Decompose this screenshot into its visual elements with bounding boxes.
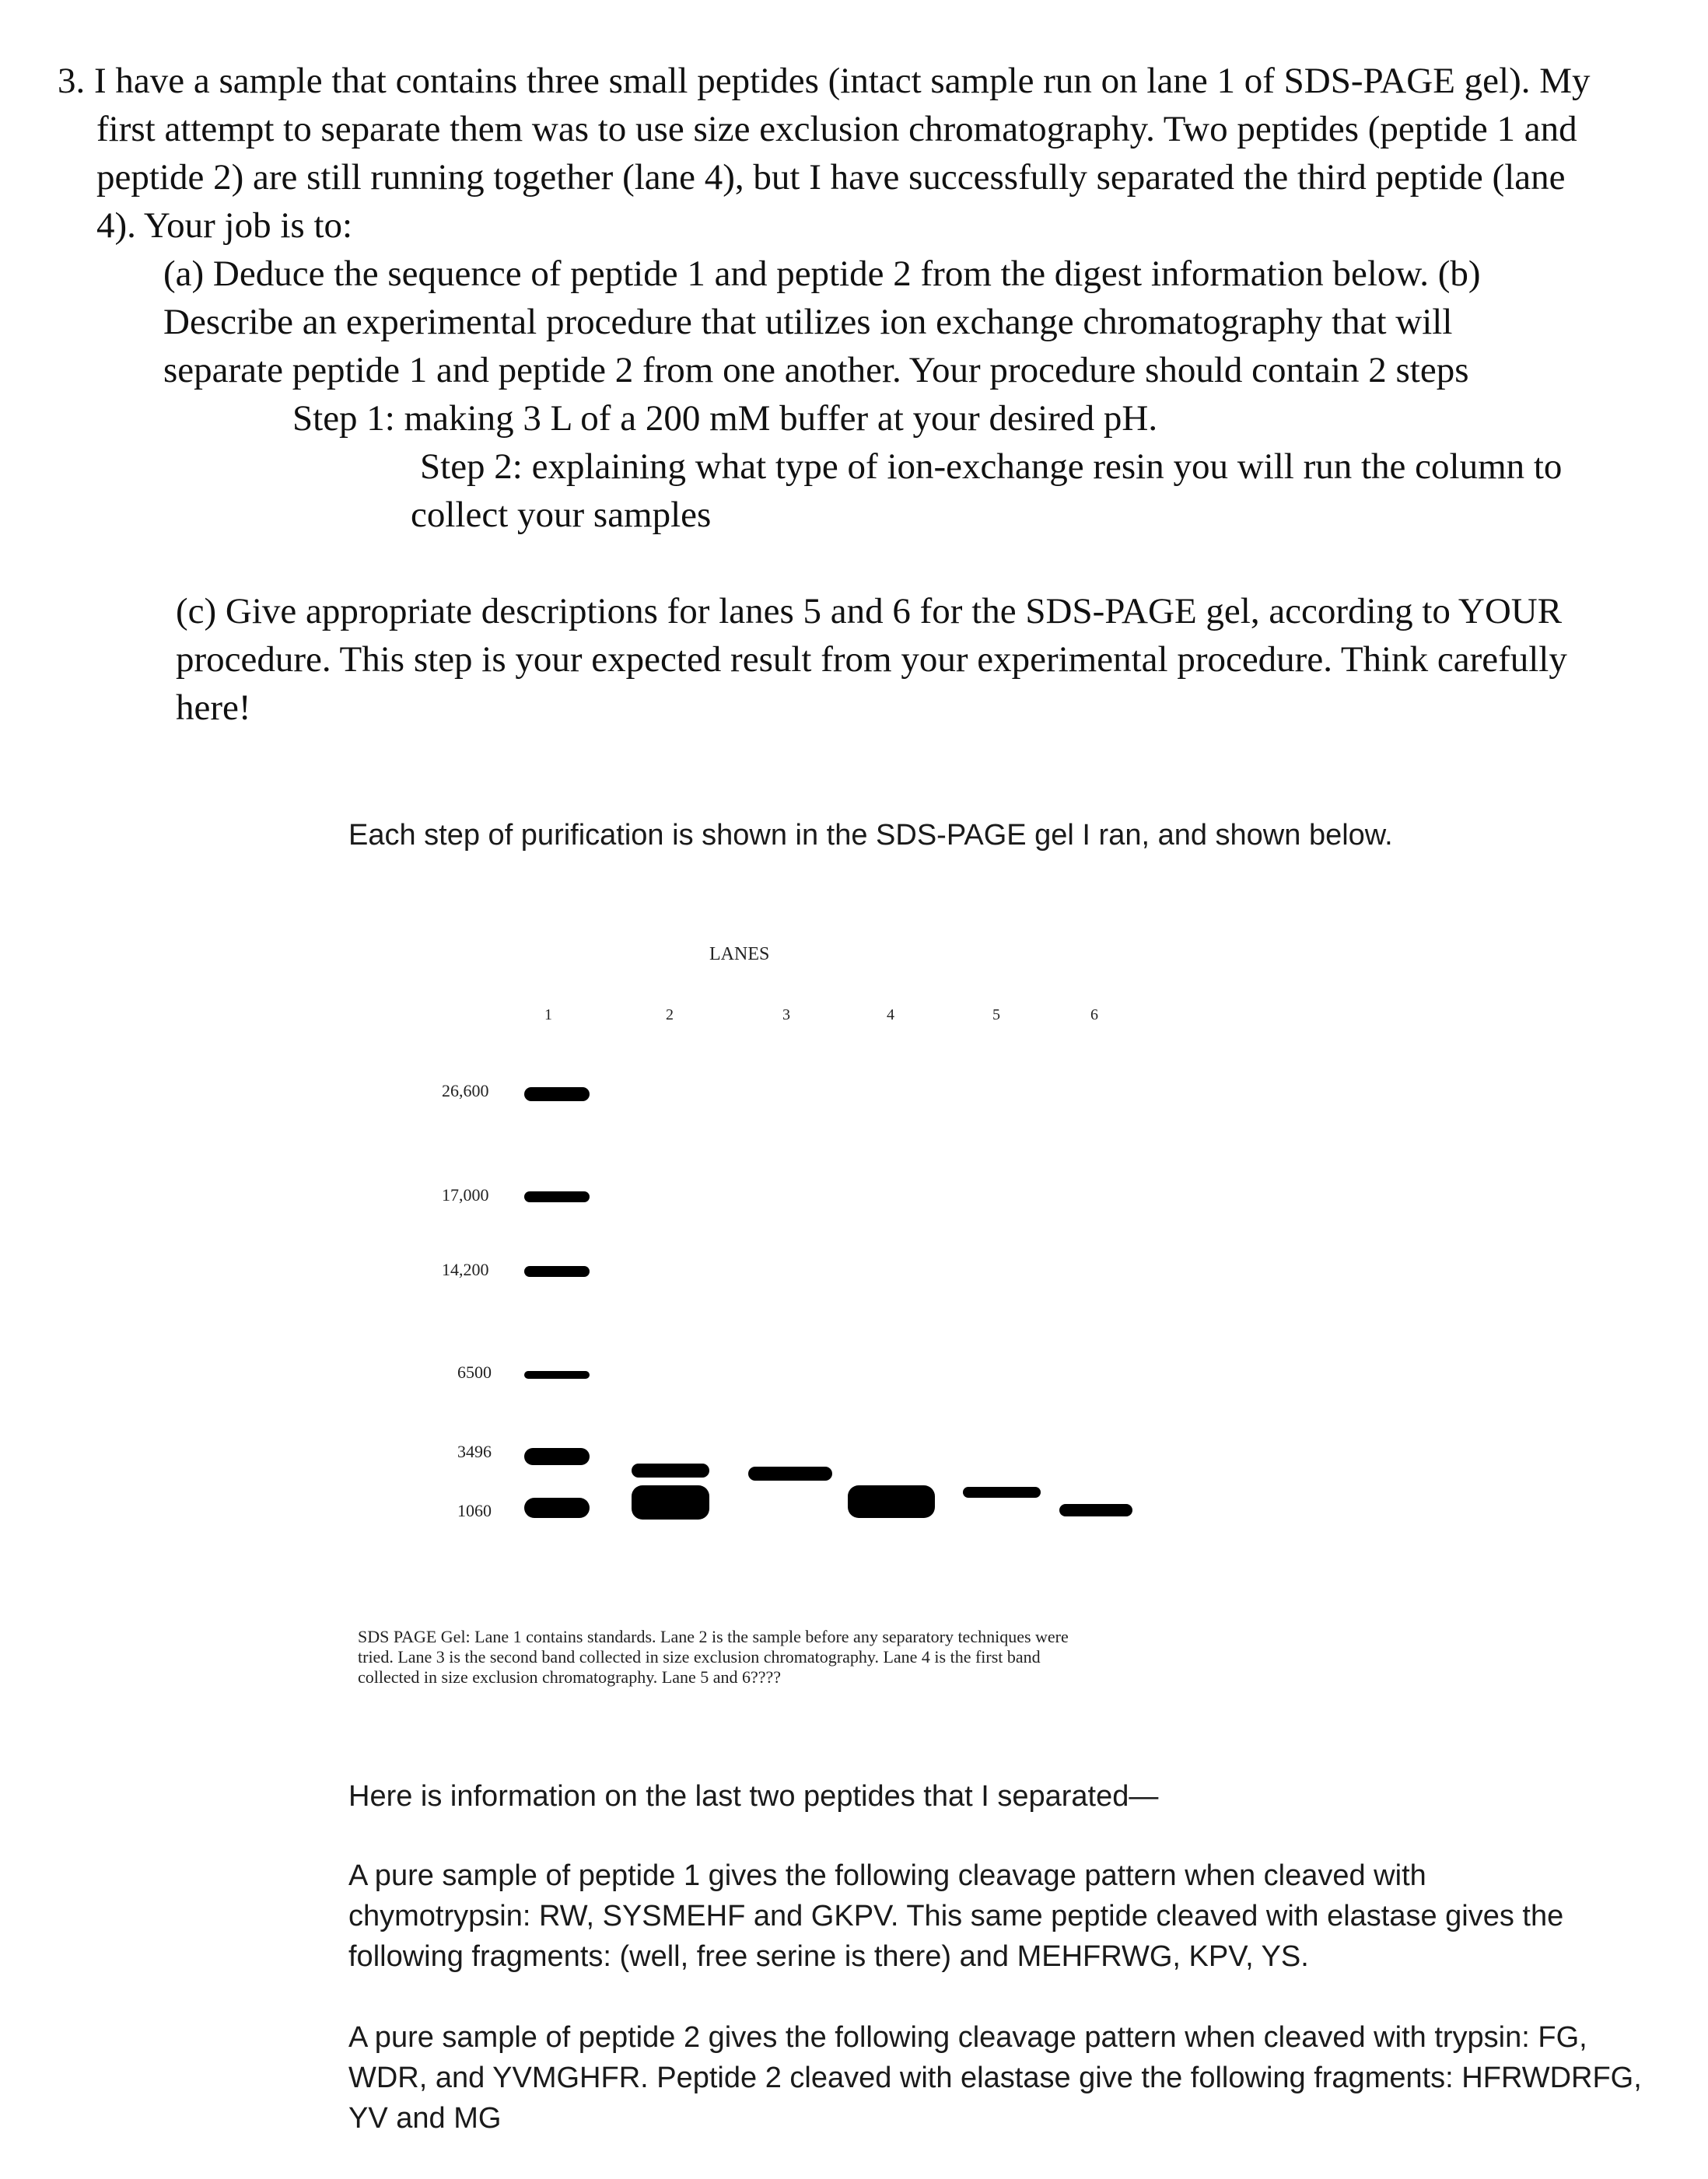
gel-intro: Each step of purification is shown in the SDS-PAGE gel I ran, and shown below. <box>348 819 1393 852</box>
band-lane2-lower <box>632 1485 709 1520</box>
lane-label-2: 2 <box>666 1006 674 1023</box>
peptide2-line-3: YV and MG <box>348 2102 502 2135</box>
gel-caption-line-1: SDS PAGE Gel: Lane 1 contains standards. Lane 2 is the sample before any separatory techniques were <box>358 1627 1069 1646</box>
band-lane1-1060 <box>524 1498 590 1518</box>
step-2-line-2: collect your samples <box>411 495 712 535</box>
lane-label-6: 6 <box>1090 1006 1098 1023</box>
peptide2-line-1: A pure sample of peptide 2 gives the following cleavage pattern when cleaved with trypsin: FG, <box>348 2021 1587 2054</box>
part-c-line-3: here! <box>176 687 251 728</box>
part-ab-line-3: separate peptide 1 and peptide 2 from one another. Your procedure should contain 2 steps <box>163 350 1469 390</box>
band-lane1-14200 <box>524 1266 590 1277</box>
question-line-2: first attempt to separate them was to use size exclusion chromatography. Two peptides (peptide 1 and <box>96 109 1577 149</box>
part-ab-line-1: (a) Deduce the sequence of peptide 1 and peptide 2 from the digest information below. (b) <box>163 254 1481 294</box>
marker-14200: 14,200 <box>442 1260 489 1279</box>
step-1: Step 1: making 3 L of a 200 mM buffer at your desired pH. <box>292 398 1158 439</box>
lane-label-1: 1 <box>544 1006 552 1023</box>
band-lane3 <box>748 1467 832 1481</box>
question-line-4: 4). Your job is to: <box>96 205 353 246</box>
info-intro: Here is information on the last two peptides that I separated— <box>348 1780 1159 1813</box>
band-lane6 <box>1059 1504 1132 1516</box>
peptide1-line-3: following fragments: (well, free serine is there) and MEHFRWG, KPV, YS. <box>348 1940 1309 1973</box>
marker-3496: 3496 <box>457 1442 492 1461</box>
question-line-3: peptide 2) are still running together (lane 4), but I have successfully separated the third peptide (lane <box>96 157 1566 198</box>
peptide1-line-1: A pure sample of peptide 1 gives the following cleavage pattern when cleaved with <box>348 1859 1426 1892</box>
marker-6500: 6500 <box>457 1362 492 1382</box>
gel-lanes-title: LANES <box>709 944 770 964</box>
gel-caption-line-2: tried. Lane 3 is the second band collected in size exclusion chromatography. Lane 4 is the first band <box>358 1647 1041 1667</box>
question-line-1: 3. I have a sample that contains three small peptides (intact sample run on lane 1 of SDS-PAGE gel). My <box>58 61 1591 101</box>
lane-label-4: 4 <box>887 1006 894 1023</box>
lane-label-3: 3 <box>782 1006 790 1023</box>
band-lane1-6500 <box>524 1371 590 1379</box>
marker-26600: 26,600 <box>442 1081 489 1100</box>
part-ab-line-2: Describe an experimental procedure that utilizes ion exchange chromatography that will <box>163 302 1453 342</box>
gel-caption-line-3: collected in size exclusion chromatography. Lane 5 and 6???? <box>358 1667 782 1687</box>
band-lane5 <box>963 1487 1041 1498</box>
peptide1-line-2: chymotrypsin: RW, SYSMEHF and GKPV. This same peptide cleaved with elastase gives the <box>348 1900 1564 1932</box>
lane-label-5: 5 <box>992 1006 1000 1023</box>
part-c-line-2: procedure. This step is your expected result from your experimental procedure. Think carefully <box>176 639 1567 680</box>
marker-17000: 17,000 <box>442 1185 489 1205</box>
band-lane2-upper <box>632 1464 709 1478</box>
step-2-line-1: Step 2: explaining what type of ion-exchange resin you will run the column to <box>420 446 1563 487</box>
band-lane1-3496 <box>524 1448 590 1465</box>
band-lane1-26600 <box>524 1087 590 1101</box>
peptide2-line-2: WDR, and YVMGHFR. Peptide 2 cleaved with elastase give the following fragments: HFRWDRFG, <box>348 2062 1642 2094</box>
band-lane4 <box>848 1485 935 1518</box>
part-c-line-1: (c) Give appropriate descriptions for lanes 5 and 6 for the SDS-PAGE gel, according to YOUR <box>176 591 1563 631</box>
band-lane1-17000 <box>524 1191 590 1202</box>
marker-1060: 1060 <box>457 1501 492 1520</box>
